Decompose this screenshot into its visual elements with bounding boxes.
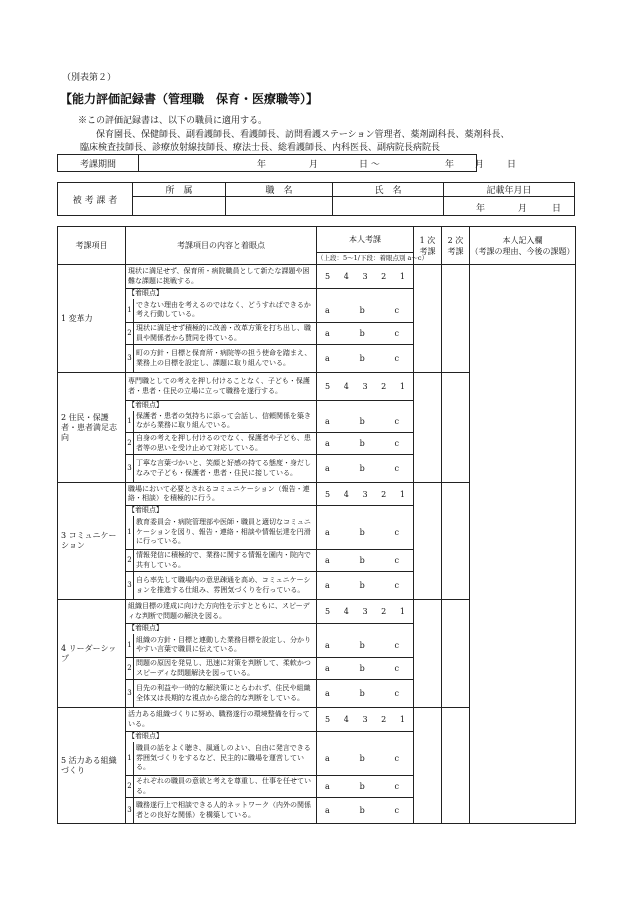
header-first: 1 次 考課 [414,227,442,265]
date-month: 月 [518,203,528,214]
viewpoint-number: 3 [126,345,134,373]
score-option[interactable]: 4 [343,489,349,499]
score-option[interactable]: 3 [362,607,368,616]
score-cell[interactable] [317,265,414,289]
abc-option[interactable]: c [394,664,399,673]
viewpoint-number: 3 [126,798,134,824]
period-month1: 月 [309,160,319,170]
header-remarks: 本人記入欄 （考課の理由、今後の課題） [470,227,576,265]
viewpoint-label: 【着眼点】 [126,732,317,742]
abc-option[interactable]: a [325,581,330,590]
abc-cell[interactable] [317,680,414,708]
viewpoint-label: 【着眼点】 [126,289,317,299]
score-option[interactable]: 2 [381,607,387,616]
second-eval-cell[interactable] [442,265,470,373]
abc-option[interactable]: c [394,305,399,315]
viewpoint-label: 【着眼点】 [126,624,317,634]
section-summary: 現状に満足せず、保育所・病院職員として新たな課題や困難な課題に挑戦する。 [126,265,317,289]
blank-cell [317,401,414,411]
blank-cell [317,289,414,299]
abc-option[interactable]: b [359,689,365,698]
viewpoint-number: 1 [126,299,134,323]
abc-option[interactable]: b [359,556,365,565]
abc-option[interactable]: a [325,329,330,338]
abc-option[interactable]: c [394,354,399,363]
section-summary: 専門職としての考えを押し付けることなく、子ども・保護者・患者・住民の立場に立って職務を遂行する。 [126,373,317,401]
viewpoint-number: 2 [126,658,134,680]
first-eval-cell[interactable] [414,600,442,708]
header-self-sub: （上段：5〜1/下段：着眼点別 a〜c） [317,253,414,265]
abc-option[interactable]: b [359,581,365,590]
score-option[interactable]: 1 [399,272,405,281]
abc-cell[interactable] [317,550,414,572]
viewpoint-text: 丁寧な言葉づかいと、笑顔と好感の持てる態度・身だしなみで子ども・保護者・患者・住民に接している。 [134,455,317,483]
score-option[interactable]: 3 [362,715,368,724]
col-position: 職 名 [226,183,333,197]
abc-cell[interactable] [317,345,414,373]
date-field[interactable] [444,197,575,216]
abc-cell[interactable] [317,742,414,776]
abc-option[interactable]: b [359,416,365,426]
abc-cell[interactable] [317,323,414,345]
viewpoint-number: 2 [126,776,134,798]
viewpoint-number: 1 [126,742,134,776]
viewpoint-text: 問題の原因を発見し、迅速に対策を判断して、柔軟かつスピーディな問題解決を図っている。 [134,658,317,680]
section-item-label: 5 活力ある組織づくり [58,708,126,824]
viewpoint-number: 3 [126,455,134,483]
viewpoint-text: できない理由を考えるのではなく、どうすればできるか考え行動している。 [134,299,317,323]
abc-option[interactable]: a [325,527,330,537]
col-date: 記載年月日 [444,183,575,197]
period-label: 考課期間 [58,155,139,172]
abc-option[interactable]: a [325,664,330,673]
viewpoint-text: 町の方針・目標と保育所・病院等の担う使命を踏まえ、業務上の目標を設定し、課題に取り組んでいる。 [134,345,317,373]
abc-option[interactable]: c [394,464,399,473]
abc-option[interactable]: c [394,782,399,791]
score-option[interactable]: 4 [343,607,349,616]
score-option[interactable]: 1 [399,382,405,391]
viewpoint-text: 組織の方針・目標と連動した業務目標を設定し、分かりやすい言葉で職員に伝えている。 [134,634,317,658]
header-item: 考課項目 [58,227,126,265]
date-day: 日 [552,203,562,214]
period-day1: 日 〜 [359,160,380,170]
roles-line-1: 保育園長、保健師長、副看護師長、看護師長、訪問看護ステーション管理者、薬剤副科長、薬剤科長、 [96,130,510,140]
abc-option[interactable]: b [359,464,365,473]
abc-option[interactable]: a [325,439,330,448]
viewpoint-label: 【着眼点】 [126,506,317,516]
abc-option[interactable]: a [325,640,330,650]
viewpoint-text: それぞれの職員の意欲と考えを尊重し、仕事を任せている。 [134,776,317,798]
subject-table [57,182,575,216]
section-summary: 組織目標の達成に向けた方向性を示すとともに、スピーディな判断で問題の解決を図る。 [126,600,317,624]
blank-cell [317,506,414,516]
score-option[interactable]: 1 [399,489,405,499]
score-option[interactable]: 2 [381,489,387,499]
score-cell[interactable] [317,373,414,401]
page-title: 【能力評価記録書（管理職 保育・医療職等）】 [60,92,319,106]
abc-option[interactable]: a [325,782,330,791]
abc-option[interactable]: b [359,439,365,448]
viewpoint-number: 1 [126,516,134,550]
abc-option[interactable]: c [394,753,399,763]
second-eval-cell[interactable] [442,600,470,708]
abc-cell[interactable] [317,455,414,483]
abc-option[interactable]: a [325,354,330,363]
viewpoint-number: 3 [126,680,134,708]
score-option[interactable]: 3 [362,489,368,499]
viewpoint-number: 2 [126,550,134,572]
period-table [57,154,517,172]
second-eval-cell[interactable] [442,708,470,824]
first-eval-cell[interactable] [414,708,442,824]
score-option[interactable]: 4 [343,272,349,281]
abc-option[interactable]: b [359,354,365,363]
abc-cell[interactable] [317,411,414,433]
blank-cell [317,624,414,634]
section-item-label: 2 住民・保護者・患者満足志向 [58,373,126,483]
abc-option[interactable]: a [325,416,330,426]
col-name: 氏 名 [333,183,444,197]
score-option[interactable]: 3 [362,382,368,391]
score-cell[interactable] [317,708,414,732]
applicability-note: ※この評価記録書は、以下の職員に適用する。 [78,116,268,126]
viewpoint-number: 1 [126,411,134,433]
second-eval-cell[interactable] [442,483,470,600]
score-option[interactable]: 1 [399,715,405,724]
section-item-label: 1 変革力 [58,265,126,373]
abc-option[interactable]: b [359,753,365,763]
first-eval-cell[interactable] [414,373,442,483]
header-second: 2 次 考課 [442,227,470,265]
abc-option[interactable]: a [325,464,330,473]
abc-option[interactable]: c [394,329,399,338]
section-summary: 職場において必要とされるコミュニケーション（報告・連絡・相談）を積極的に行う。 [126,483,317,506]
score-option[interactable]: 4 [343,382,349,391]
score-option[interactable]: 5 [325,715,331,724]
subject-label: 被 考 課 者 [58,183,133,216]
first-eval-cell[interactable] [414,483,442,600]
abc-option[interactable]: c [394,416,399,426]
abc-option[interactable]: b [359,640,365,650]
remarks-field[interactable] [470,265,576,824]
roles-line-2: 臨床検査技師長、診療放射線技師長、療法士長、総看護師長、内科医長、副病院長病院長 [80,143,441,153]
viewpoint-text: 目先の利益や一時的な解決策にとらわれず、住民や組織全体又は長期的な視点から総合的な判断をしている。 [134,680,317,708]
score-option[interactable]: 2 [381,382,387,391]
col-affiliation: 所 属 [133,183,226,197]
abc-cell[interactable] [317,798,414,824]
score-cell[interactable] [317,483,414,506]
viewpoint-number: 2 [126,323,134,345]
abc-cell[interactable] [317,776,414,798]
abc-option[interactable]: c [394,581,399,590]
viewpoint-text: 自身の考えを押し付けるのでなく、保護者や子ども、患者等の思いを受け止めて対応している。 [134,433,317,455]
abc-option[interactable]: a [325,689,330,698]
abc-option[interactable]: c [394,640,399,650]
position-field[interactable] [226,197,333,216]
blank-cell [317,732,414,742]
viewpoint-number: 3 [126,572,134,600]
abc-option[interactable]: b [359,664,365,673]
abc-option[interactable]: b [359,305,365,315]
score-option[interactable]: 3 [362,272,368,281]
abc-option[interactable]: b [359,329,365,338]
abc-option[interactable]: a [325,556,330,565]
section-item-label: 4 リーダーシップ [58,600,126,708]
score-option[interactable]: 5 [325,607,331,616]
score-option[interactable]: 5 [325,382,331,391]
period-day2: 日 [507,160,517,170]
viewpoint-text: 教育委員会・病院管理部や医師・職員と適切なコミュニケーションを図り、報告・連絡・相談や情報伝達を円滑に行っている。 [134,516,317,550]
period-year1: 年 [257,160,267,170]
header-self: 本人考課 [317,227,414,253]
period-year2: 年 [445,160,455,170]
evaluation-table [57,226,576,824]
period-month2: 月 [475,160,485,170]
abc-option[interactable]: b [359,527,365,537]
abc-option[interactable]: c [394,556,399,565]
score-option[interactable]: 5 [325,489,331,499]
abc-cell[interactable] [317,299,414,323]
abc-option[interactable]: c [394,439,399,448]
abc-option[interactable]: b [359,806,365,815]
abc-option[interactable]: b [359,782,365,791]
abc-option[interactable]: a [325,806,330,815]
first-eval-cell[interactable] [414,265,442,373]
header-content: 考課項目の内容と着眼点 [126,227,317,265]
viewpoint-text: 保護者・患者の気持ちに添って会話し、信頼関係を築きながら業務に取り組んでいる。 [134,411,317,433]
abc-option[interactable]: c [394,689,399,698]
second-eval-cell[interactable] [442,373,470,483]
viewpoint-number: 2 [126,433,134,455]
score-cell[interactable] [317,600,414,624]
viewpoint-text: 職員の話をよく聴き、風通しのよい、自由に発言できる雰囲気づくりをするなど、民主的に職場を運営している。 [134,742,317,776]
annex-label: （別表第２） [62,73,117,83]
abc-option[interactable]: c [394,806,399,815]
viewpoint-text: 職務遂行上で相談できる人的ネットワーク（内外の関係者との良好な関係）を構築している。 [134,798,317,824]
abc-option[interactable]: a [325,753,330,763]
score-option[interactable]: 4 [343,715,349,724]
viewpoint-label: 【着眼点】 [126,401,317,411]
abc-cell[interactable] [317,634,414,658]
viewpoint-text: 情報発信に積極的で、業務に関する情報を園内・院内で共有している。 [134,550,317,572]
abc-cell[interactable] [317,572,414,600]
abc-cell[interactable] [317,516,414,550]
viewpoint-number: 1 [126,634,134,658]
viewpoint-text: 自ら率先して職場内の意思疎通を高め、コミュニケーションを推進する仕組み、雰囲気づくりを行っている。 [134,572,317,600]
abc-cell[interactable] [317,433,414,455]
abc-option[interactable]: a [325,305,330,315]
abc-cell[interactable] [317,658,414,680]
score-option[interactable]: 5 [325,272,331,281]
viewpoint-text: 現状に満足せず積極的に改善・改革方策を打ち出し、職員や関係者から賛同を得ている。 [134,323,317,345]
section-summary: 活力ある組織づくりに努め、職務遂行の環境整備を行っている。 [126,708,317,732]
name-field[interactable] [333,197,444,216]
abc-option[interactable]: c [394,527,399,537]
period-field[interactable] [139,155,517,172]
affiliation-field[interactable] [133,197,226,216]
score-option[interactable]: 2 [381,272,387,281]
score-option[interactable]: 2 [381,715,387,724]
section-item-label: 3 コミュニケーション [58,483,126,600]
score-option[interactable]: 1 [399,607,405,616]
date-year: 年 [476,203,486,214]
